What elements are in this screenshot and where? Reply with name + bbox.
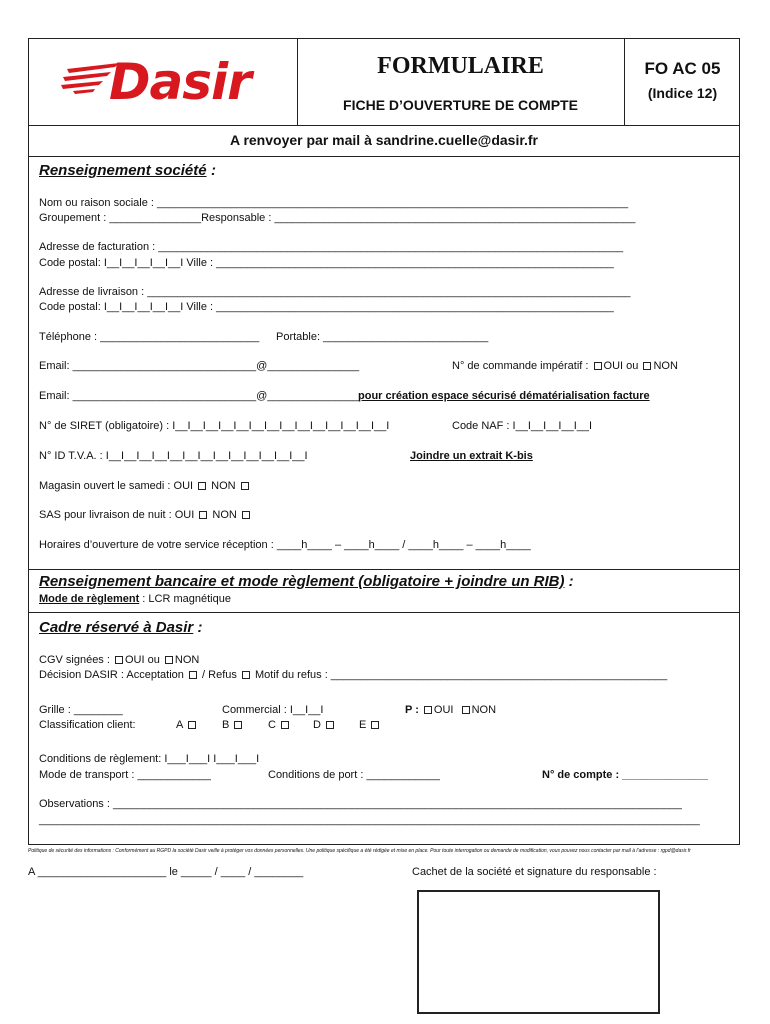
divider [29,612,739,613]
kbis-note: Joindre un extrait K-bis [410,450,533,462]
classification-label: Classification client: [39,719,136,731]
observations-line-2[interactable]: ____________________________________________________________________________________________________________ [39,814,700,826]
mobile-field[interactable]: Portable: ___________________________ [276,331,489,343]
opening-hours-field[interactable]: Horaires d’ouverture de votre service réception : ____h____ – ____h____ / ____h____ – ____h____ [39,539,531,551]
commercial-field[interactable]: Commercial : I__I__I [222,704,324,716]
class-d[interactable]: D [313,719,336,731]
email-field-2[interactable]: Email: ______________________________@_______________ [39,390,360,402]
class-a[interactable]: A [176,719,198,731]
class-c[interactable]: C [268,719,291,731]
phone-field[interactable]: Téléphone : __________________________ [39,331,260,343]
form-title: FORMULAIRE [377,53,544,79]
company-heading: Renseignement société : [39,162,217,179]
invoice-email-note: pour création espace sécurisé dématérialisation facture [358,390,650,402]
email-field-1[interactable]: Email: ______________________________@_______________ [39,360,360,372]
checkbox-p-non[interactable] [462,706,470,714]
checkbox-sas-oui[interactable] [199,511,207,519]
checkbox-refus[interactable] [242,671,250,679]
class-b[interactable]: B [222,719,244,731]
checkbox-class-b[interactable] [234,721,242,729]
header-divider [624,39,625,125]
logo-text: Dasir [109,53,251,111]
class-e[interactable]: E [359,719,381,731]
checkbox-oui[interactable] [594,362,602,370]
checkbox-samedi-oui[interactable] [198,482,206,490]
checkbox-samedi-non[interactable] [241,482,249,490]
form-subtitle: FICHE D’OUVERTURE DE COMPTE [343,97,578,113]
privacy-notice: Politique de sécurité des informations : Conformément au RGPD la société Dasir veille à protéger vos données personnelles. Une politique spécifique a été rédigée et mise en place. Pour toute interrogation ou demande de modification, vous pouvez nous contacter par mail à l’adresse : rgpd@dasir.fr [28,848,691,854]
payment-mode: Mode de règlement : LCR magnétique [39,593,231,605]
stamp-label: Cachet de la société et signature du responsable : [412,866,657,878]
checkbox-class-d[interactable] [326,721,334,729]
email-instruction: A renvoyer par mail à sandrine.cuelle@dasir.fr [229,132,539,148]
checkbox-cgv-non[interactable] [165,656,173,664]
company-name-field[interactable]: Nom ou raison sociale : _____________________________________________________________________________ [39,197,629,209]
grille-field[interactable]: Grille : ________ [39,704,123,716]
billing-address-field[interactable]: Adresse de facturation : ____________________________________________________________________________ [39,241,624,253]
cgv-question: CGV signées : OUI ou NON [39,654,200,666]
checkbox-class-e[interactable] [371,721,379,729]
checkbox-acceptation[interactable] [189,671,197,679]
checkbox-cgv-oui[interactable] [115,656,123,664]
checkbox-class-c[interactable] [281,721,289,729]
checkbox-sas-non[interactable] [242,511,250,519]
purchase-order-question: N° de commande impératif : OUI ou NON [452,360,678,372]
place-date-field[interactable]: A _____________________ le _____ / ____ / ________ [28,866,304,878]
night-delivery-question: SAS pour livraison de nuit : OUI NON [39,509,252,521]
p-question: P : OUI NON [405,704,497,716]
reserved-heading: Cadre réservé à Dasir : [39,619,203,636]
port-field[interactable]: Conditions de port : ____________ [268,769,440,781]
transport-field[interactable]: Mode de transport : ____________ [39,769,211,781]
billing-postal-field[interactable]: Code postal: I__I__I__I__I__I Ville : _________________________________________________________________ [39,257,614,269]
decision-line: Décision DASIR : Acceptation / Refus Motif du refus : _______________________________________________________ [39,669,668,681]
siret-field[interactable]: N° de SIRET (obligatoire) : I__I__I__I__I__I__I__I__I__I__I__I__I__I__I [39,420,390,432]
form-code: FO AC 05 [644,59,721,78]
checkbox-p-oui[interactable] [424,706,432,714]
saturday-question: Magasin ouvert le samedi : OUI NON [39,480,251,492]
delivery-address-field[interactable]: Adresse de livraison : _______________________________________________________________________________ [39,286,631,298]
divider [29,156,739,157]
tva-field[interactable]: N° ID T.V.A. : I__I__I__I__I__I__I__I__I__I__I__I__I__I [39,450,308,462]
form-indice: (Indice 12) [647,85,718,101]
divider [29,569,739,570]
bank-heading: Renseignement bancaire et mode règlement (obligatoire + joindre un RIB) : [39,573,574,590]
observations-field[interactable]: Observations : _____________________________________________________________________________________________ [39,798,682,810]
delivery-postal-field[interactable]: Code postal: I__I__I__I__I__I Ville : _________________________________________________________________ [39,301,614,313]
checkbox-class-a[interactable] [188,721,196,729]
payment-conditions-field[interactable]: Conditions de règlement: I___I___I I___I___I [39,753,260,765]
naf-field[interactable]: Code NAF : I__I__I__I__I__I [452,420,593,432]
dasir-logo [59,47,274,117]
header-box [28,38,740,126]
groupement-field[interactable]: Groupement : _______________Responsable : ___________________________________________________________ [39,212,636,224]
stamp-signature-box[interactable] [417,890,660,1014]
account-number-field[interactable]: N° de compte : ______________ [542,769,708,781]
checkbox-non[interactable] [643,362,651,370]
